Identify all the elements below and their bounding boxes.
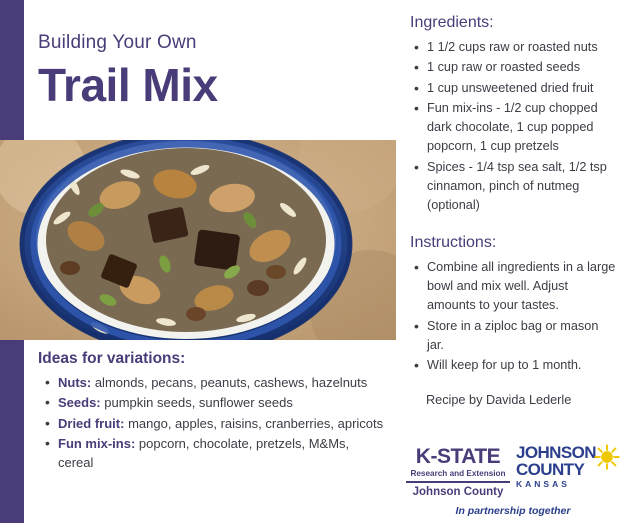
list-item: • 1 cup unsweetened dried fruit — [427, 79, 616, 98]
divider — [406, 481, 510, 483]
instructions-list — [408, 258, 616, 376]
page-subtitle: Building Your Own — [38, 32, 197, 53]
photo-illustration — [0, 140, 396, 340]
list-item — [58, 374, 386, 392]
list-item: • 1 cup raw or roasted seeds — [427, 58, 616, 77]
ingredients-heading: Ingredients: — [410, 14, 494, 31]
recipe-credit: Recipe by Davida Lederle — [426, 393, 572, 408]
variation-label: Seeds: — [58, 395, 101, 411]
list-item: • 1 1/2 cups raw or roasted nuts — [427, 38, 616, 57]
johnson-line1: JOHNSON — [516, 443, 596, 462]
variation-text: almonds, pecans, peanuts, cashews, hazelnuts — [91, 375, 368, 390]
variation-text: pumpkin seeds, sunflower seeds — [100, 395, 293, 411]
johnson-county-logo — [516, 442, 622, 489]
trail-mix-bowl-photo — [0, 140, 396, 340]
variation-label: Fun mix-ins: — [58, 436, 136, 452]
list-item — [58, 415, 386, 433]
johnson-line2: COUNTY — [516, 460, 585, 479]
variation-label: Nuts: — [58, 375, 92, 390]
list-item: • Will keep for up to 1 month. — [427, 356, 616, 375]
sun-icon — [594, 444, 620, 470]
variations-heading: Ideas for variations: — [38, 350, 186, 367]
partnership-tagline: In partnership together — [455, 505, 571, 517]
kstate-wordmark: K-STATE — [415, 445, 501, 468]
list-item — [58, 394, 386, 412]
variations-panel — [24, 340, 396, 523]
kstate-county: Johnson County — [412, 485, 504, 498]
list-item: • Spices - 1/4 tsp sea salt, 1/2 tsp cinnamon, pinch of nutmeg (optional) — [427, 158, 616, 216]
variation-text: popcorn, chocolate, pretzels, M&Ms, cereal — [58, 436, 350, 470]
page-title: Trail Mix — [38, 59, 218, 111]
kstate-logo — [400, 442, 516, 498]
variation-label: Dried fruit: — [58, 415, 125, 431]
instructions-heading: Instructions: — [410, 233, 497, 251]
variations-list — [38, 374, 386, 472]
list-item: • Combine all ingredients in a large bowl and mix well. Adjust amounts to your tastes. — [427, 258, 616, 316]
variation-text: mango, apples, raisins, cranberries, apricots — [124, 415, 384, 431]
kstate-research-extension: Research and Extension — [410, 469, 506, 479]
johnson-line3: KANSAS — [516, 479, 570, 489]
title-block — [24, 0, 396, 140]
list-item: • Store in a ziploc bag or mason jar. — [427, 317, 616, 356]
list-item: • Fun mix-ins - 1/2 cup chopped dark chocolate, 1 cup popped popcorn, 1 cup pretzels — [427, 99, 616, 157]
ingredients-list — [408, 38, 616, 216]
list-item — [58, 435, 386, 472]
